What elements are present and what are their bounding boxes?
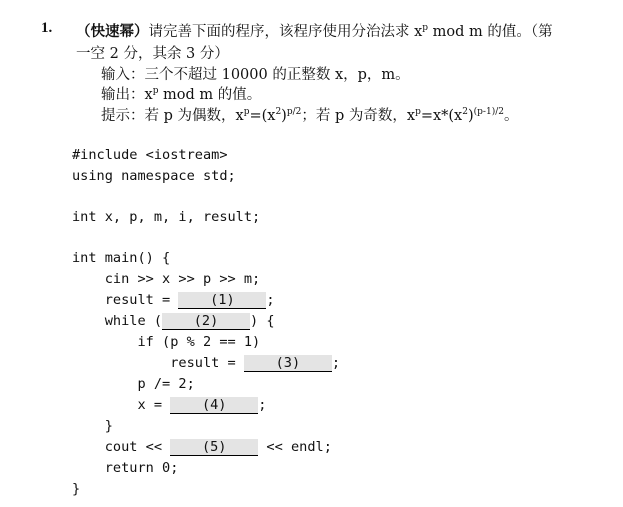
question-number: 1. <box>41 20 53 36</box>
code-text: ; <box>266 292 275 308</box>
hint-text: 提示：若 p 为偶数，x <box>101 108 244 124</box>
hint-sup: p/2 <box>286 107 302 117</box>
code-line-close-main: } <box>72 481 81 497</box>
blank-2[interactable]: (2) <box>162 313 250 330</box>
blank-5[interactable]: (5) <box>170 439 258 456</box>
code-line-result-init <box>72 290 275 310</box>
hint-sup: p <box>415 107 421 117</box>
code-line-close-while: } <box>72 418 113 434</box>
output-spec <box>101 83 261 104</box>
hint-sup: (p-1)/2 <box>473 107 504 117</box>
question-text-a: 请完善下面的程序，该程序使用分治法求 x <box>148 24 423 40</box>
blank-3[interactable]: (3) <box>244 355 332 372</box>
output-text-a: 输出：x <box>101 87 153 103</box>
code-text: result = <box>72 355 244 371</box>
hint-line <box>101 104 518 125</box>
code-line-result-update <box>72 353 340 373</box>
code-text: while ( <box>72 313 163 329</box>
code-text: cout << <box>72 439 171 455</box>
question-line-2: 一空 2 分，其余 3 分） <box>76 46 229 62</box>
hint-sup: p <box>243 107 250 117</box>
code-line-return: return 0; <box>72 460 179 476</box>
input-spec: 输入：三个不超过 10000 的正整数 x，p，m。 <box>101 67 410 83</box>
hint-sup: 2 <box>462 107 468 117</box>
code-line-x-update <box>72 395 266 415</box>
hint-text: ；若 p 为奇数，x <box>301 108 416 124</box>
output-text-b: mod m 的值。 <box>158 87 262 103</box>
question-text-b: mod m 的值。（第 <box>428 24 553 40</box>
hint-text: =(x <box>249 108 276 124</box>
code-text: ) { <box>250 313 275 329</box>
code-text: ; <box>331 355 341 371</box>
blank-4[interactable]: (4) <box>170 397 258 414</box>
blank-1[interactable]: (1) <box>178 292 266 309</box>
code-line-cout <box>72 437 332 457</box>
code-line-if: if (p % 2 == 1) <box>72 334 261 350</box>
code-line-include: #include <iostream> <box>72 147 228 163</box>
sup-p: p <box>152 86 159 96</box>
code-line-pdiv: p /= 2; <box>72 376 195 392</box>
code-line-main: int main() { <box>72 250 171 266</box>
hint-text: ) <box>281 108 287 124</box>
question-line-1 <box>76 20 553 41</box>
code-line-while <box>72 311 275 331</box>
hint-text: =x*(x <box>420 108 463 124</box>
sup-p: p <box>422 23 429 33</box>
hint-text: 。 <box>503 108 519 124</box>
code-line-using: using namespace std; <box>72 168 236 184</box>
code-line-declaration: int x, p, m, i, result; <box>72 209 261 225</box>
code-text: << endl; <box>258 439 332 455</box>
hint-sup: 2 <box>275 107 282 117</box>
code-text: x = <box>72 397 171 413</box>
hint-text: ) <box>467 108 474 124</box>
code-line-cin: cin >> x >> p >> m; <box>72 271 261 287</box>
code-text: result = <box>72 292 179 308</box>
question-title: （快速幂） <box>76 23 149 40</box>
code-text: ; <box>258 397 267 413</box>
